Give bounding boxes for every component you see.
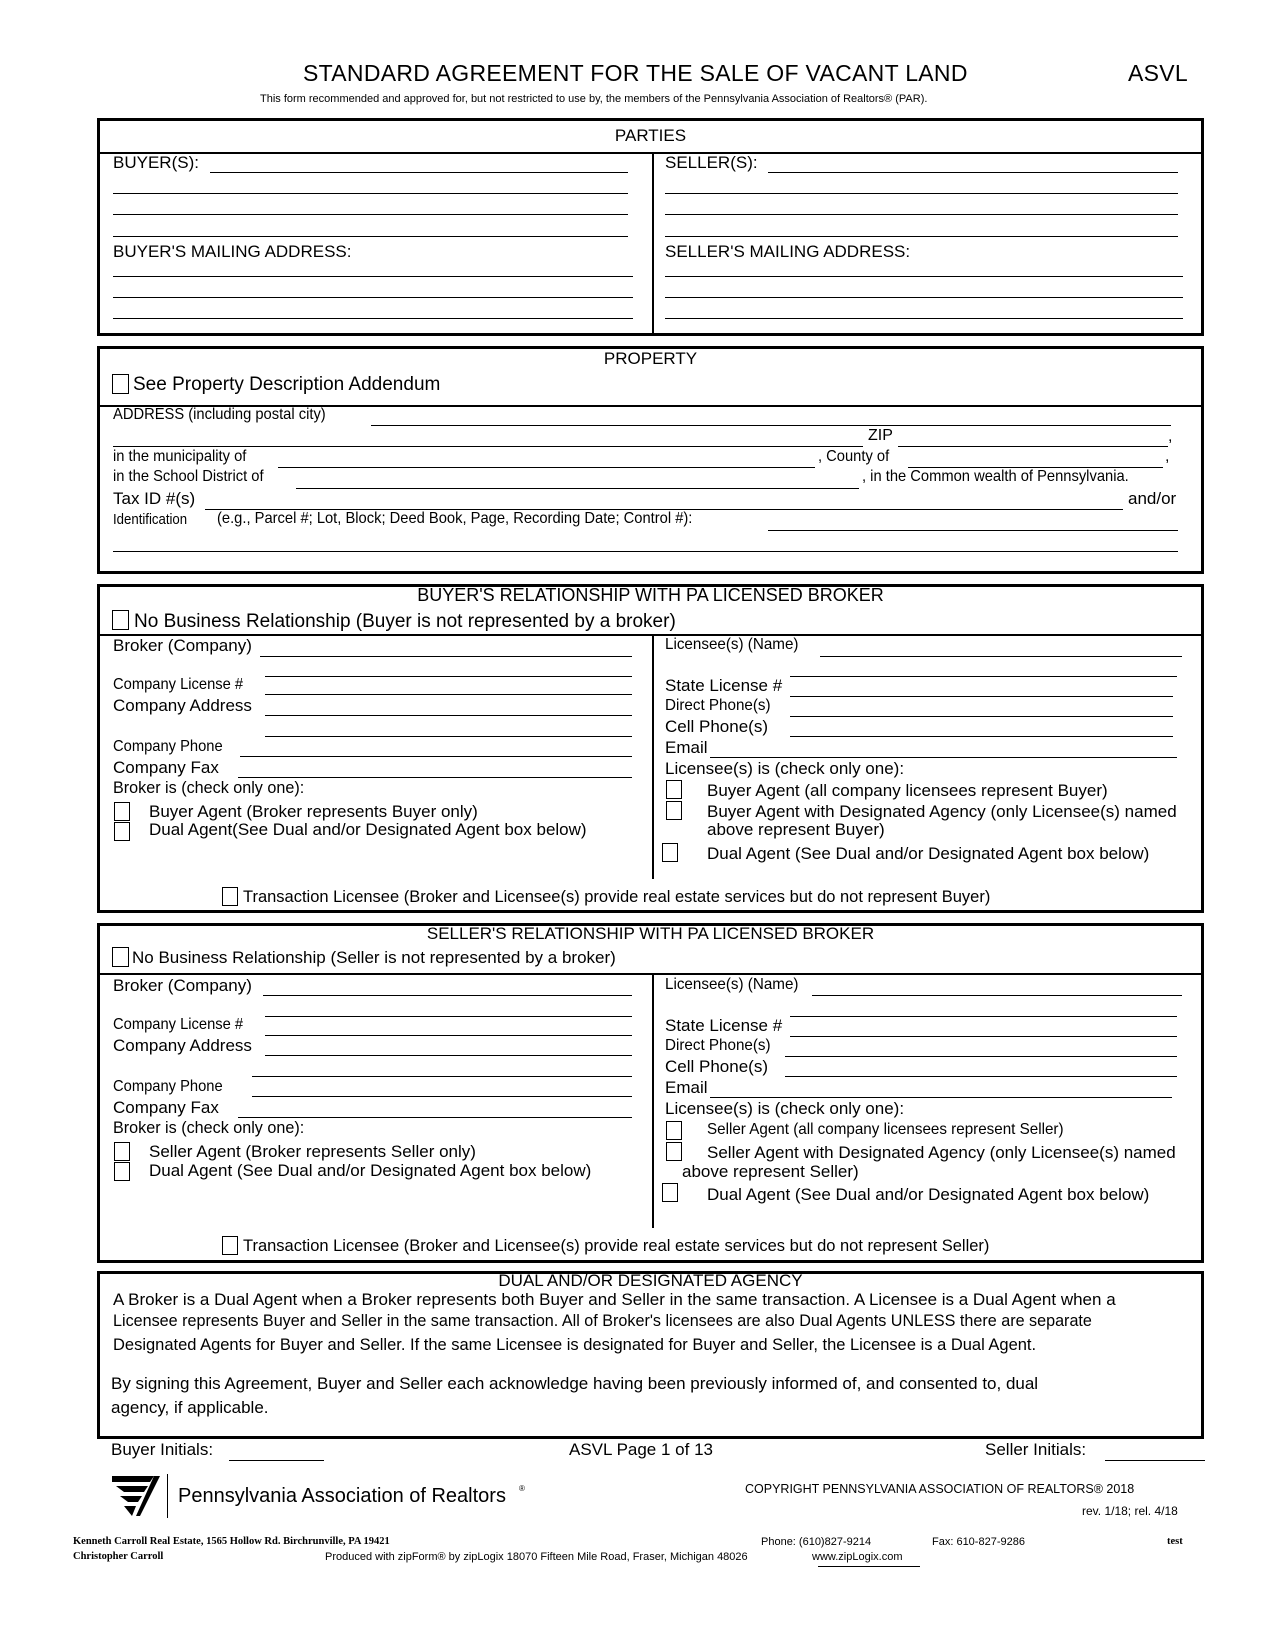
buyer-state-license-field[interactable] <box>790 676 1177 677</box>
seller-initials-field[interactable] <box>1105 1460 1205 1461</box>
zip-value-field[interactable] <box>898 446 1168 447</box>
divider <box>99 634 1202 636</box>
buyer-email-label: Email <box>665 738 708 757</box>
seller-company-address-field[interactable] <box>265 1055 632 1056</box>
revision: rev. 1/18; rel. 4/18 <box>1082 1504 1178 1518</box>
buyer-state-license-label: State License # <box>665 676 783 695</box>
buyer-initials-label: Buyer Initials: <box>111 1440 214 1459</box>
seller-licensee-name-field[interactable] <box>812 995 1182 996</box>
dual-agency-p1-line3: Designated Agents for Buyer and Seller. If the same Licensee is designated for Buyer and Seller, the Licensee is a Dual Agent. <box>113 1335 1037 1354</box>
address-label: ADDRESS (including postal city) <box>113 406 326 423</box>
comma: , <box>1165 448 1170 465</box>
seller-company-license-field-2[interactable] <box>265 1035 632 1036</box>
seller-direct-phone-field[interactable] <box>785 1056 1177 1057</box>
form-title: STANDARD AGREEMENT FOR THE SALE OF VACANT LAND <box>303 60 968 86</box>
seller-agent-label: Seller Agent (Broker represents Seller only) <box>149 1142 476 1161</box>
buyer-lic-designated-label-2: above represent Buyer) <box>707 820 885 839</box>
buyer-lic-agent-checkbox[interactable] <box>666 780 682 799</box>
seller-no-relationship-label: No Business Relationship (Seller is not represented by a broker) <box>132 948 616 967</box>
seller-broker-company-field[interactable] <box>263 995 632 996</box>
buyer-broker-company-label: Broker (Company) <box>113 636 252 655</box>
municipality-label: in the municipality of <box>113 448 247 465</box>
buyer-company-phone-field[interactable] <box>240 756 632 757</box>
buyer-lic-agent-label: Buyer Agent (all company licensees represent Buyer) <box>707 781 1108 800</box>
identification-field-2[interactable] <box>113 551 1178 552</box>
seller-broker-is-label: Broker is (check only one): <box>113 1118 305 1137</box>
parties-section <box>97 118 1204 336</box>
buyer-name-field-2[interactable] <box>113 193 628 194</box>
divider <box>652 634 654 879</box>
buyer-company-license-field-2[interactable] <box>265 694 632 695</box>
seller-lic-designated-label-2: above represent Seller) <box>682 1162 859 1181</box>
divider <box>652 973 654 1228</box>
buyer-address-label: BUYER'S MAILING ADDRESS: <box>113 242 352 261</box>
seller-dual-agent-label: Dual Agent (See Dual and/or Designated Agent box below) <box>149 1161 592 1180</box>
county-label: , County of <box>818 448 890 465</box>
seller-cell-phone-field[interactable] <box>785 1076 1177 1077</box>
buyer-dual-agent-checkbox[interactable] <box>114 822 130 841</box>
buyer-name-field-4[interactable] <box>113 236 628 237</box>
seller-initials-label: Seller Initials: <box>985 1440 1087 1459</box>
buyer-company-phone-label: Company Phone <box>113 738 223 755</box>
seller-company-address-label: Company Address <box>113 1036 252 1055</box>
dual-agency-p2-line1: By signing this Agreement, Buyer and Seller each acknowledge having been previously informed of, and consented to, dual <box>111 1374 1039 1393</box>
buyer-broker-heading: BUYER'S RELATIONSHIP WITH PA LICENSED BROKER <box>417 585 884 605</box>
seller-email-label: Email <box>665 1078 708 1097</box>
dual-agency-p2-line2: agency, if applicable. <box>111 1398 269 1417</box>
buyer-company-fax-label: Company Fax <box>113 758 219 777</box>
identification-field[interactable] <box>768 530 1178 531</box>
seller-address-field-2[interactable] <box>665 297 1183 298</box>
seller-licensee-name-label: Licensee(s) (Name) <box>665 976 799 993</box>
buyer-no-relationship-label: No Business Relationship (Buyer is not represented by a broker) <box>134 611 676 632</box>
seller-cell-phone-label: Cell Phone(s) <box>665 1057 768 1076</box>
seller-address-label: SELLER'S MAILING ADDRESS: <box>665 242 911 261</box>
registered-mark: ® <box>519 1484 525 1493</box>
seller-label: SELLER(S): <box>665 153 758 172</box>
buyer-company-address-field-2[interactable] <box>265 736 632 737</box>
buyer-name-field[interactable] <box>210 172 628 173</box>
divider <box>652 152 654 335</box>
buyer-direct-phone-field[interactable] <box>790 716 1173 717</box>
form-code: ASVL <box>1128 60 1189 86</box>
seller-company-phone-field[interactable] <box>252 1096 632 1097</box>
seller-company-fax-label: Company Fax <box>113 1098 219 1117</box>
buyer-company-license-label: Company License # <box>113 676 244 693</box>
buyer-state-license-field-2[interactable] <box>790 696 1173 697</box>
buyer-address-field-2[interactable] <box>113 297 633 298</box>
seller-dual-agent-checkbox[interactable] <box>114 1162 130 1181</box>
buyer-company-license-field[interactable] <box>265 676 632 677</box>
buyer-cell-phone-label: Cell Phone(s) <box>665 717 768 736</box>
seller-broker-heading: SELLER'S RELATIONSHIP WITH PA LICENSED BROKER <box>426 924 875 943</box>
seller-lic-dual-checkbox[interactable] <box>662 1183 678 1202</box>
dual-agency-heading: DUAL AND/OR DESIGNATED AGENCY <box>498 1271 803 1290</box>
seller-transaction-licensee-label: Transaction Licensee (Broker and Licensee(s) provide real estate services but do not represent Seller) <box>243 1236 990 1255</box>
seller-transaction-licensee-checkbox[interactable] <box>222 1236 238 1255</box>
parties-heading: PARTIES <box>614 126 687 145</box>
buyer-transaction-licensee-label: Transaction Licensee (Broker and Licensee(s) provide real estate services but do not represent Buyer) <box>243 887 991 906</box>
seller-address-field-1[interactable] <box>665 276 1183 277</box>
seller-name-field-2[interactable] <box>665 193 1178 194</box>
buyer-initials-field[interactable] <box>229 1460 324 1461</box>
buyer-agent-label: Buyer Agent (Broker represents Buyer only) <box>149 802 478 821</box>
seller-no-relationship-checkbox[interactable] <box>112 947 129 967</box>
address-field[interactable] <box>371 425 1171 426</box>
zip-label: ZIP <box>868 427 893 444</box>
buyer-address-field-3[interactable] <box>113 318 633 319</box>
buyer-name-field-3[interactable] <box>113 214 628 215</box>
page-number: ASVL Page 1 of 13 <box>569 1440 713 1459</box>
seller-address-field-3[interactable] <box>665 318 1183 319</box>
school-district-field[interactable] <box>296 488 859 489</box>
seller-company-license-field[interactable] <box>265 1016 632 1017</box>
identification-hint: (e.g., Parcel #; Lot, Block; Deed Book, Page, Recording Date; Control #): <box>217 510 693 527</box>
form-subtitle: This form recommended and approved for, but not restricted to use by, the members of the Pennsylvania Association of Realtors® (PAR). <box>260 93 928 105</box>
seller-email-field[interactable] <box>710 1097 1172 1098</box>
produced-url[interactable]: www.zipLogix.com <box>812 1551 903 1563</box>
seller-state-license-label: State License # <box>665 1016 783 1035</box>
buyer-lic-dual-checkbox[interactable] <box>662 843 678 862</box>
property-addendum-label: See Property Description Addendum <box>133 374 441 395</box>
seller-state-license-field[interactable] <box>790 1016 1177 1017</box>
seller-company-phone-label: Company Phone <box>113 1078 223 1095</box>
buyer-broker-company-field[interactable] <box>260 656 632 657</box>
divider <box>99 973 1202 975</box>
seller-lic-designated-label: Seller Agent with Designated Agency (only Licensee(s) named <box>707 1143 1176 1162</box>
seller-name-field-3[interactable] <box>665 214 1178 215</box>
seller-lic-dual-label: Dual Agent (See Dual and/or Designated Agent box below) <box>707 1185 1150 1204</box>
seller-company-license-label: Company License # <box>113 1016 244 1033</box>
buyer-email-field[interactable] <box>710 757 1177 758</box>
buyer-cell-phone-field[interactable] <box>790 736 1173 737</box>
seller-name-field[interactable] <box>768 172 1178 173</box>
buyer-licensee-is-label: Licensee(s) is (check only one): <box>665 759 905 778</box>
school-district-label: in the School District of <box>113 468 264 485</box>
produced-with: Produced with zipForm® by zipLogix 18070 Fifteen Mile Road, Fraser, Michigan 48026 <box>325 1551 748 1563</box>
buyer-licensee-name-field[interactable] <box>820 656 1182 657</box>
seller-agent-checkbox[interactable] <box>114 1142 130 1161</box>
buyer-direct-phone-label: Direct Phone(s) <box>665 697 771 714</box>
buyer-licensee-name-label: Licensee(s) (Name) <box>665 636 799 653</box>
tax-id-label: Tax ID #(s) <box>113 489 196 508</box>
zip-field[interactable] <box>113 446 863 447</box>
seller-broker-company-label: Broker (Company) <box>113 976 252 995</box>
buyer-lic-designated-checkbox[interactable] <box>666 801 682 820</box>
office-line: Kenneth Carroll Real Estate, 1565 Hollow Rd. Birchrunville, PA 19421 <box>73 1536 390 1547</box>
agent-name: Christopher Carroll <box>73 1551 164 1562</box>
buyer-label: BUYER(S): <box>113 153 199 172</box>
commonwealth-label: , in the Common wealth of Pennsylvania. <box>862 468 1129 485</box>
seller-lic-agent-label: Seller Agent (all company licensees represent Seller) <box>707 1121 1064 1138</box>
comma: , <box>1168 428 1173 445</box>
buyer-company-address-label: Company Address <box>113 696 252 715</box>
buyer-lic-designated-label: Buyer Agent with Designated Agency (only Licensee(s) named <box>707 802 1177 821</box>
office-phone: Phone: (610)827-9214 <box>761 1536 872 1548</box>
seller-licensee-is-label: Licensee(s) is (check only one): <box>665 1099 905 1118</box>
seller-name-field-4[interactable] <box>665 236 1178 237</box>
url-underline <box>818 1566 920 1567</box>
buyer-company-address-field[interactable] <box>265 715 632 716</box>
par-logo-text: Pennsylvania Association of Realtors <box>178 1485 506 1507</box>
copyright: COPYRIGHT PENNSYLVANIA ASSOCIATION OF REALTORS® 2018 <box>745 1482 1135 1496</box>
property-addendum-checkbox[interactable] <box>112 374 129 394</box>
buyer-address-field-1[interactable] <box>113 276 633 277</box>
seller-company-address-field-2[interactable] <box>252 1076 632 1077</box>
file-name: test <box>1167 1536 1183 1547</box>
buyer-lic-dual-label: Dual Agent (See Dual and/or Designated Agent box below) <box>707 844 1150 863</box>
identification-label: Identification <box>113 511 188 528</box>
buyer-agent-checkbox[interactable] <box>114 802 130 821</box>
seller-state-license-field-2[interactable] <box>790 1036 1177 1037</box>
andor-label: and/or <box>1128 489 1177 508</box>
buyer-transaction-licensee-checkbox[interactable] <box>222 887 238 906</box>
par-logo-icon <box>110 1474 162 1518</box>
buyer-dual-agent-label: Dual Agent(See Dual and/or Designated Agent box below) <box>149 820 587 839</box>
buyer-no-relationship-checkbox[interactable] <box>112 610 129 630</box>
property-heading: PROPERTY <box>603 349 698 368</box>
divider <box>99 152 1202 154</box>
municipality-field[interactable] <box>278 467 815 468</box>
dual-agency-p1-line1: A Broker is a Dual Agent when a Broker represents both Buyer and Seller in the same transaction. A Licensee is a Dual Agent when a <box>113 1290 1116 1309</box>
seller-direct-phone-label: Direct Phone(s) <box>665 1037 771 1054</box>
divider <box>167 1474 168 1518</box>
seller-lic-designated-checkbox[interactable] <box>666 1142 682 1161</box>
office-fax: Fax: 610-827-9286 <box>932 1536 1025 1548</box>
seller-lic-agent-checkbox[interactable] <box>666 1121 682 1140</box>
buyer-broker-is-label: Broker is (check only one): <box>113 778 305 797</box>
dual-agency-p1-line2: Licensee represents Buyer and Seller in the same transaction. All of Broker's licensees are also Dual Agents UNLESS there are separate <box>113 1311 1092 1330</box>
